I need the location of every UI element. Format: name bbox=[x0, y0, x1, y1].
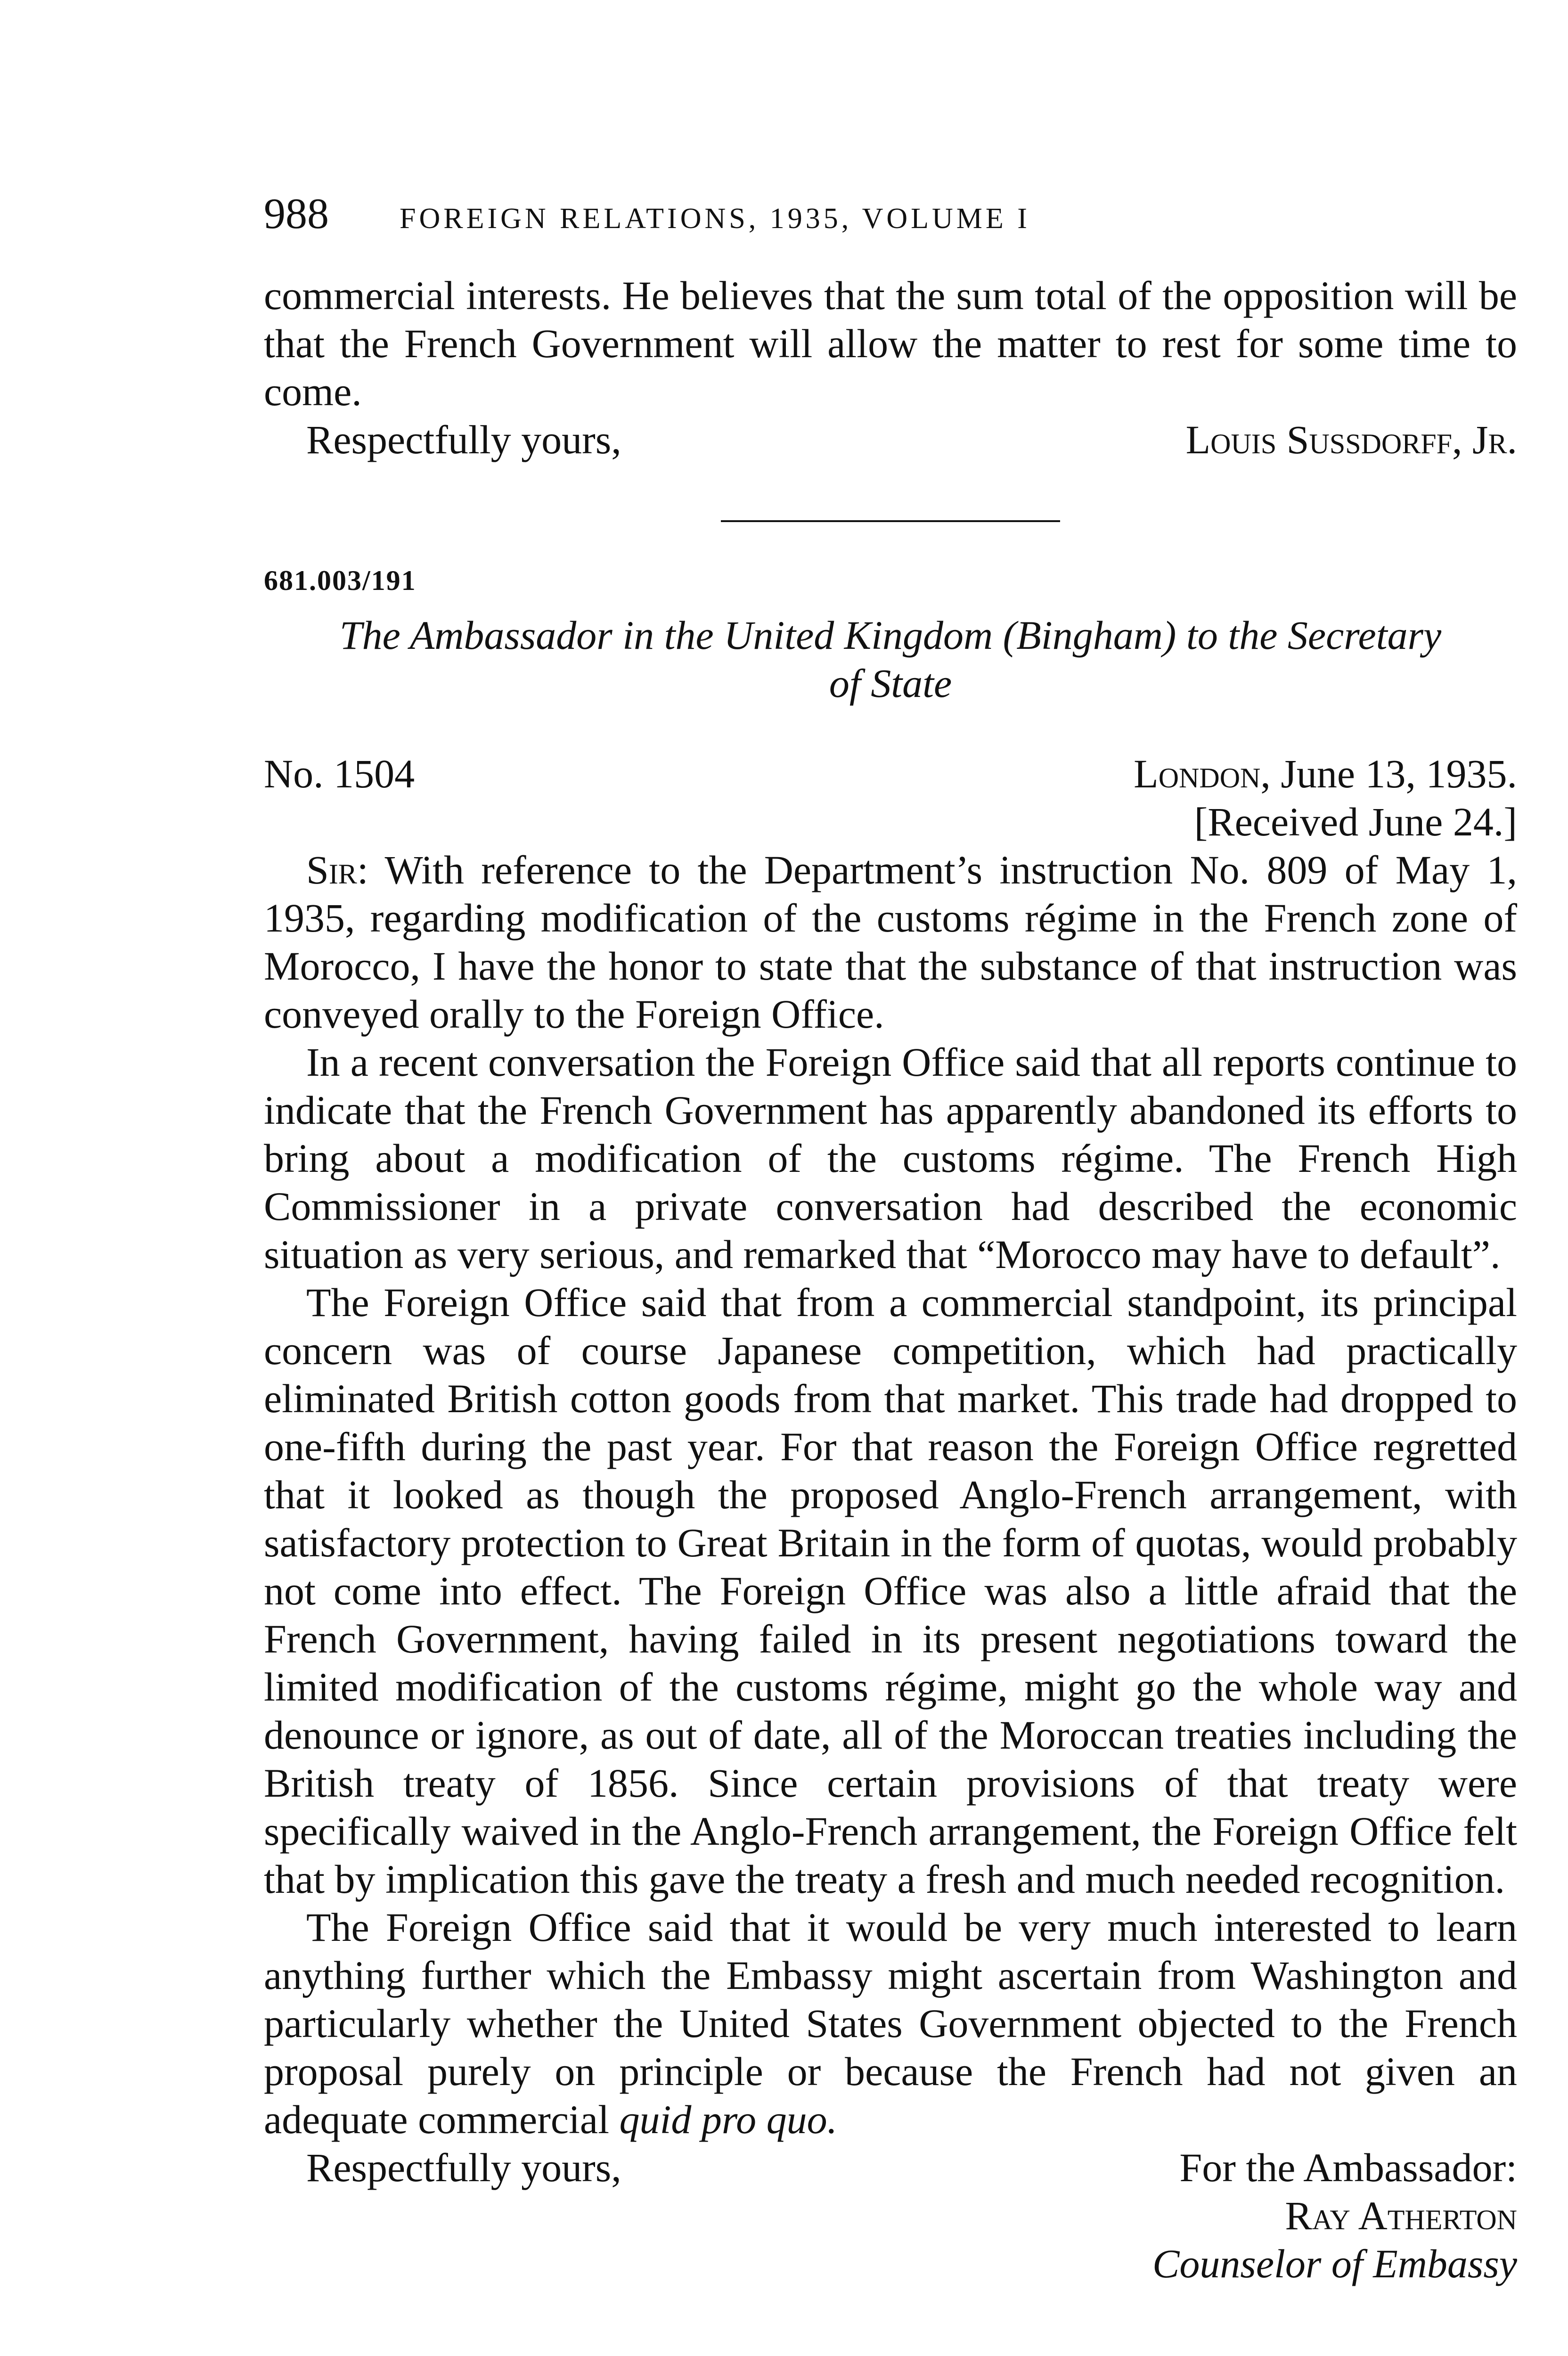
running-head: FOREIGN RELATIONS, 1935, VOLUME I bbox=[400, 203, 1030, 235]
continuation-paragraph: commercial interests. He believes that the sum total of the opposition will be that the French Government will allow the matter to rest for some time to come. bbox=[264, 273, 1517, 414]
date: , June 13, 1935. bbox=[1260, 751, 1517, 796]
page-header bbox=[264, 188, 1517, 238]
document-title-line-1: The Ambassador in the United Kingdom (Bingham) to the Secretary bbox=[339, 613, 1442, 658]
body-paragraph-2: In a recent conversation the Foreign Office said that all reports continue to indicate that the French Government has apparently abandoned its efforts to bring about a modification of the customs régime. The French High Commissioner in a private conversation had described the economic situation as very serious, and remarked that “Morocco may have to default”. bbox=[264, 1039, 1517, 1277]
document-title bbox=[264, 611, 1517, 707]
signer-name: Ray Atherton bbox=[1285, 2193, 1517, 2238]
received-date: [Received June 24.] bbox=[1194, 799, 1517, 844]
closing: Respectfully yours, bbox=[306, 2145, 621, 2190]
continuation-closing-row bbox=[264, 416, 1517, 464]
place-date bbox=[1134, 750, 1517, 798]
document-title-line-2: of State bbox=[829, 661, 952, 706]
for-line: For the Ambassador: bbox=[1179, 2145, 1517, 2190]
signer-title: Counselor of Embassy bbox=[1152, 2241, 1517, 2286]
document-page bbox=[264, 188, 1517, 2288]
closing-row bbox=[264, 2143, 1517, 2192]
paragraph-4-text: The Foreign Office said that it would be very much interested to learn anything further which the Embassy might ascertain from Washington and particularly whether the United States Government objected to the French proposal purely on principle or because the French had not given an adequate commercial bbox=[264, 1905, 1517, 2142]
paragraph-4-italic: quid pro quo. bbox=[619, 2097, 838, 2142]
body-paragraph-1 bbox=[264, 846, 1517, 1038]
salutation: Sir bbox=[306, 847, 357, 892]
body-paragraph-4 bbox=[264, 1903, 1517, 2143]
continuation-signature: Louis Sussdorff, Jr. bbox=[1185, 417, 1517, 462]
page-number: 988 bbox=[264, 189, 329, 237]
file-number: 681.003/191 bbox=[264, 565, 416, 596]
body-paragraph-3: The Foreign Office said that from a commercial standpoint, its principal concern was of course Japanese competition, which had practically eliminated British cotton goods from that market. This trade had dropped to one-fifth during the past year. For that reason the Foreign Office regretted that it looked as though the proposed Anglo-French arrangement, with satisfactory protection to Great Britain in the form of quotas, would probably not come into effect. The Foreign Office was also a little afraid that the French Government, having failed in its present negotiations toward the limited modification of the customs régime, might go the whole way and denounce or ignore, as out of date, all of the Moroccan treaties including the British treaty of 1856. Since certain provisions of that treaty were specifically waived in the Anglo-French arrangement, the Foreign Office felt that by implication this gave the treaty a fresh and much needed recognition. bbox=[264, 1280, 1517, 1902]
place: London bbox=[1134, 751, 1261, 796]
document-number: No. 1504 bbox=[264, 751, 415, 796]
document-meta-row bbox=[264, 750, 1517, 798]
section-divider bbox=[721, 520, 1060, 522]
continuation-closing: Respectfully yours, bbox=[306, 417, 621, 462]
paragraph-1-text: : With reference to the Department’s instruction No. 809 of May 1, 1935, regarding modification of the customs régime in the French zone of Morocco, I have the honor to state that the substance of that instruction was conveyed orally to the Foreign Office. bbox=[264, 847, 1517, 1037]
